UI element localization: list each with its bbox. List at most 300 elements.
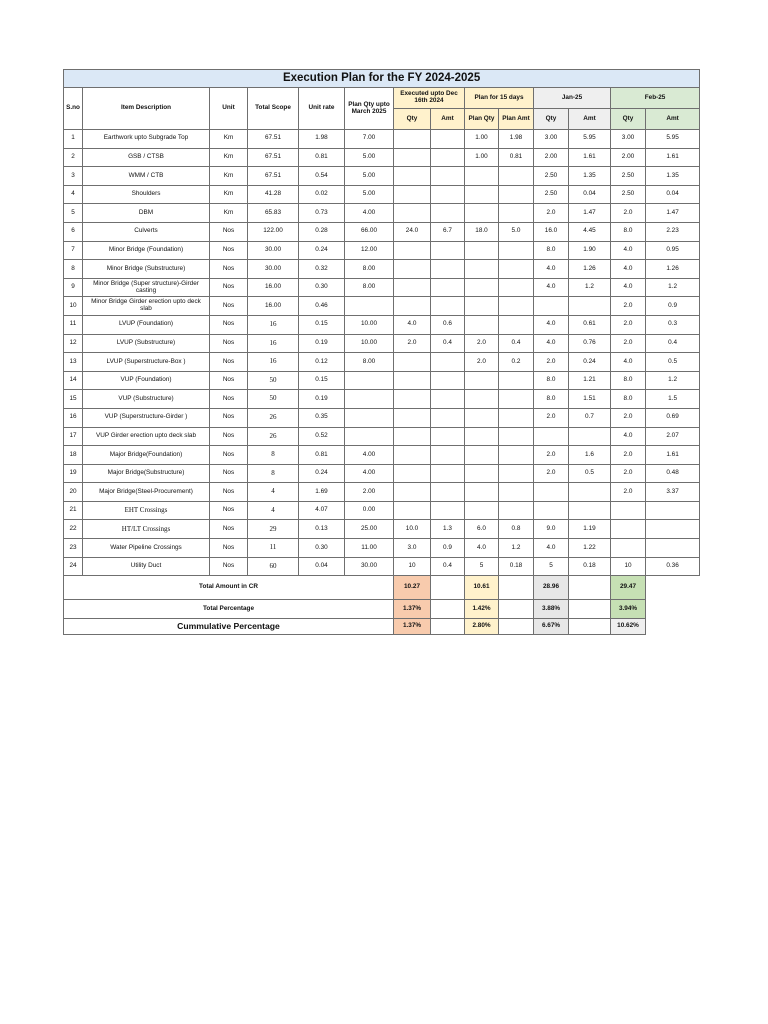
cell-plan-qty-march: 12.00	[345, 241, 394, 260]
cell-executed-qty	[394, 371, 431, 390]
cell-jan-qty: 2.50	[534, 167, 569, 186]
cell-unit-rate: 0.02	[299, 185, 345, 204]
cell-unit: Nos	[210, 520, 248, 539]
cell-sno: 8	[64, 260, 83, 279]
table-row	[64, 204, 700, 223]
cell-item-description: Major Bridge(Foundation)	[83, 446, 210, 465]
cell-plan15-amt	[499, 297, 534, 316]
cell-total-scope: 67.51	[248, 148, 299, 167]
table-row	[64, 520, 700, 539]
cell-plan15-qty	[465, 446, 499, 465]
cell-executed-qty: 3.0	[394, 539, 431, 558]
cell-jan-qty: 2.0	[534, 204, 569, 223]
cell-executed-amt	[431, 204, 465, 223]
cell-executed-qty: 10	[394, 557, 431, 576]
cell-sno: 9	[64, 278, 83, 297]
cell-feb-qty: 2.0	[611, 464, 646, 483]
cell-jan-amt: 0.76	[569, 334, 611, 353]
cell-plan15-qty	[465, 427, 499, 446]
cell-jan-qty: 8.0	[534, 371, 569, 390]
cell-executed-amt	[431, 427, 465, 446]
cell-unit: Nos	[210, 446, 248, 465]
cell-sno: 22	[64, 520, 83, 539]
cell-plan-qty-march: 8.00	[345, 353, 394, 372]
cell-unit: Nos	[210, 241, 248, 260]
cell-unit-rate: 0.15	[299, 371, 345, 390]
cell-item-description: VUP (Superstructure-Girder )	[83, 408, 210, 427]
total-amount-jan: 28.96	[534, 576, 569, 600]
cell-executed-amt: 0.9	[431, 539, 465, 558]
cell-plan15-amt: 1.2	[499, 539, 534, 558]
cell-executed-qty: 24.0	[394, 222, 431, 241]
total-percentage-label: Total Percentage	[64, 600, 394, 619]
cell-feb-amt: 0.3	[646, 315, 700, 334]
cell-unit: Km	[210, 204, 248, 223]
table-body	[64, 130, 700, 576]
cell-plan15-amt	[499, 278, 534, 297]
header-executed: Executed upto Dec 16th 2024	[394, 88, 465, 109]
cell-jan-amt: 1.19	[569, 520, 611, 539]
cell-plan15-amt: 1.98	[499, 130, 534, 149]
cell-unit-rate: 0.12	[299, 353, 345, 372]
cell-feb-amt: 0.95	[646, 241, 700, 260]
cell-jan-amt: 1.22	[569, 539, 611, 558]
cell-jan-qty: 4.0	[534, 334, 569, 353]
cumulative-feb: 10.62%	[611, 619, 646, 635]
cell-feb-qty	[611, 501, 646, 520]
cell-executed-qty	[394, 185, 431, 204]
cell-unit: Nos	[210, 427, 248, 446]
cell-plan15-qty: 1.00	[465, 148, 499, 167]
cell-item-description: Shoulders	[83, 185, 210, 204]
cell-plan15-qty	[465, 315, 499, 334]
cell-feb-amt	[646, 520, 700, 539]
cell-total-scope: 50	[248, 371, 299, 390]
cell-feb-amt: 1.35	[646, 167, 700, 186]
cell-feb-amt: 1.61	[646, 148, 700, 167]
cell-unit: Km	[210, 167, 248, 186]
header-sno: S.no	[64, 88, 83, 130]
cell-plan15-qty	[465, 390, 499, 409]
cell-feb-amt: 1.26	[646, 260, 700, 279]
cell-unit-rate: 0.30	[299, 278, 345, 297]
cell-jan-qty: 3.00	[534, 130, 569, 149]
cell-feb-qty: 3.00	[611, 130, 646, 149]
cell-feb-amt: 1.2	[646, 371, 700, 390]
table-row	[64, 557, 700, 576]
cell-jan-amt: 0.61	[569, 315, 611, 334]
cell-executed-amt	[431, 464, 465, 483]
cell-jan-qty: 2.0	[534, 353, 569, 372]
cell-plan15-qty	[465, 501, 499, 520]
cell-feb-qty: 8.0	[611, 390, 646, 409]
cell-plan15-amt	[499, 464, 534, 483]
table-row	[64, 334, 700, 353]
cell-jan-amt: 1.6	[569, 446, 611, 465]
cell-total-scope: 16	[248, 315, 299, 334]
cell-jan-amt: 1.47	[569, 204, 611, 223]
cell-executed-amt	[431, 260, 465, 279]
table-row	[64, 315, 700, 334]
cell-feb-amt	[646, 539, 700, 558]
table-row	[64, 167, 700, 186]
cell-jan-qty: 4.0	[534, 315, 569, 334]
cell-item-description: Utility Duct	[83, 557, 210, 576]
cell-unit: Nos	[210, 278, 248, 297]
header-item-description: Item Description	[83, 88, 210, 130]
cell-unit-rate: 0.35	[299, 408, 345, 427]
cumulative-percentage-label: Cummulative Percentage	[64, 619, 394, 635]
cell-jan-amt: 0.7	[569, 408, 611, 427]
cell-unit-rate: 0.13	[299, 520, 345, 539]
table-row	[64, 260, 700, 279]
cell-executed-qty	[394, 483, 431, 502]
header-jan-amt: Amt	[569, 109, 611, 130]
cell-jan-amt: 0.18	[569, 557, 611, 576]
cell-feb-amt: 0.36	[646, 557, 700, 576]
table-row	[64, 130, 700, 149]
cell-plan-qty-march: 8.00	[345, 260, 394, 279]
cell-executed-amt	[431, 371, 465, 390]
cell-plan15-amt: 5.0	[499, 222, 534, 241]
cell-jan-qty: 16.0	[534, 222, 569, 241]
cell-executed-amt: 0.4	[431, 334, 465, 353]
header-plan-amt: Plan Amt	[499, 109, 534, 130]
table-summary	[64, 576, 700, 635]
cell-total-scope: 29	[248, 520, 299, 539]
cell-feb-qty: 4.0	[611, 278, 646, 297]
blank-cell	[499, 600, 534, 619]
cell-plan15-qty: 1.00	[465, 130, 499, 149]
cell-jan-amt: 1.2	[569, 278, 611, 297]
cell-unit: Nos	[210, 483, 248, 502]
cell-unit-rate: 0.19	[299, 390, 345, 409]
header-unit: Unit	[210, 88, 248, 130]
cell-jan-amt: 1.26	[569, 260, 611, 279]
table-row	[64, 483, 700, 502]
cell-sno: 23	[64, 539, 83, 558]
cell-unit: Km	[210, 185, 248, 204]
cell-plan-qty-march: 0.00	[345, 501, 394, 520]
cell-jan-amt: 4.45	[569, 222, 611, 241]
total-percentage-plan15: 1.42%	[465, 600, 499, 619]
cell-sno: 11	[64, 315, 83, 334]
cell-executed-qty	[394, 390, 431, 409]
cell-jan-qty: 2.0	[534, 464, 569, 483]
header-plan-15-days: Plan for 15 days	[465, 88, 534, 109]
cell-plan15-qty: 5	[465, 557, 499, 576]
table-row	[64, 427, 700, 446]
cell-jan-amt: 1.35	[569, 167, 611, 186]
cell-sno: 10	[64, 297, 83, 316]
cell-item-description: VUP Girder erection upto deck slab	[83, 427, 210, 446]
cell-plan15-amt: 0.4	[499, 334, 534, 353]
cell-feb-qty: 2.0	[611, 297, 646, 316]
cell-sno: 15	[64, 390, 83, 409]
cell-plan15-amt	[499, 315, 534, 334]
cell-unit-rate: 1.98	[299, 130, 345, 149]
table-row	[64, 371, 700, 390]
cell-unit-rate: 0.46	[299, 297, 345, 316]
cell-jan-amt: 1.61	[569, 148, 611, 167]
cell-unit: Nos	[210, 390, 248, 409]
cell-sno: 2	[64, 148, 83, 167]
cell-executed-qty	[394, 167, 431, 186]
table-row	[64, 278, 700, 297]
cell-plan-qty-march: 4.00	[345, 204, 394, 223]
cell-item-description: GSB / CTSB	[83, 148, 210, 167]
cell-total-scope: 16	[248, 334, 299, 353]
cell-plan-qty-march: 30.00	[345, 557, 394, 576]
blank-cell	[499, 619, 534, 635]
cell-plan15-qty	[465, 260, 499, 279]
cell-executed-qty: 10.0	[394, 520, 431, 539]
cell-item-description: Major Bridge(Steel-Procurement)	[83, 483, 210, 502]
cell-plan-qty-march: 11.00	[345, 539, 394, 558]
cell-executed-qty	[394, 260, 431, 279]
cell-feb-qty: 2.0	[611, 204, 646, 223]
cell-unit-rate: 0.28	[299, 222, 345, 241]
header-executed-qty: Qty	[394, 109, 431, 130]
blank-cell	[569, 619, 611, 635]
table-row	[64, 353, 700, 372]
table-row	[64, 464, 700, 483]
blank-cell	[569, 576, 611, 600]
cell-plan15-amt: 0.81	[499, 148, 534, 167]
cell-jan-amt: 0.04	[569, 185, 611, 204]
cell-sno: 24	[64, 557, 83, 576]
cell-total-scope: 8	[248, 464, 299, 483]
cell-plan15-amt: 0.8	[499, 520, 534, 539]
cell-plan15-amt	[499, 371, 534, 390]
cell-unit-rate: 0.52	[299, 427, 345, 446]
cell-feb-amt: 2.07	[646, 427, 700, 446]
cell-feb-qty: 2.0	[611, 483, 646, 502]
cell-item-description: Earthwork upto Subgrade Top	[83, 130, 210, 149]
cell-item-description: LVUP (Superstructure-Box )	[83, 353, 210, 372]
cell-jan-amt: 5.95	[569, 130, 611, 149]
table-row	[64, 148, 700, 167]
table-row	[64, 539, 700, 558]
cell-feb-qty: 2.50	[611, 167, 646, 186]
cell-sno: 18	[64, 446, 83, 465]
cell-sno: 13	[64, 353, 83, 372]
cell-plan15-amt	[499, 427, 534, 446]
cell-feb-amt: 2.23	[646, 222, 700, 241]
cell-executed-qty	[394, 353, 431, 372]
cell-executed-amt	[431, 390, 465, 409]
cell-unit-rate: 0.24	[299, 464, 345, 483]
cell-feb-amt: 0.69	[646, 408, 700, 427]
cell-sno: 6	[64, 222, 83, 241]
cell-sno: 1	[64, 130, 83, 149]
cell-unit: Nos	[210, 334, 248, 353]
cell-total-scope: 41.28	[248, 185, 299, 204]
cell-unit: Nos	[210, 260, 248, 279]
cell-unit-rate: 0.81	[299, 446, 345, 465]
cell-plan15-amt	[499, 185, 534, 204]
cell-sno: 7	[64, 241, 83, 260]
cell-unit-rate: 0.04	[299, 557, 345, 576]
table-row	[64, 446, 700, 465]
cell-feb-amt: 1.5	[646, 390, 700, 409]
cell-jan-amt	[569, 501, 611, 520]
cell-item-description: VUP (Foundation)	[83, 371, 210, 390]
cell-item-description: WMM / CTB	[83, 167, 210, 186]
cell-plan15-qty	[465, 278, 499, 297]
cell-item-description: Minor Bridge (Foundation)	[83, 241, 210, 260]
blank-cell	[569, 600, 611, 619]
cell-executed-amt	[431, 408, 465, 427]
cell-unit-rate: 0.19	[299, 334, 345, 353]
cell-plan-qty-march: 8.00	[345, 278, 394, 297]
cell-unit-rate: 0.30	[299, 539, 345, 558]
cell-jan-amt	[569, 483, 611, 502]
cell-total-scope: 65.83	[248, 204, 299, 223]
cell-item-description: LVUP (Foundation)	[83, 315, 210, 334]
cell-total-scope: 8	[248, 446, 299, 465]
cell-plan15-qty: 18.0	[465, 222, 499, 241]
cell-jan-amt: 1.90	[569, 241, 611, 260]
cell-jan-qty: 9.0	[534, 520, 569, 539]
cell-unit-rate: 0.24	[299, 241, 345, 260]
blank-cell	[499, 576, 534, 600]
cell-executed-amt: 1.3	[431, 520, 465, 539]
cell-total-scope: 26	[248, 408, 299, 427]
cell-executed-amt: 6.7	[431, 222, 465, 241]
cell-sno: 17	[64, 427, 83, 446]
table-row	[64, 185, 700, 204]
cell-executed-amt	[431, 167, 465, 186]
cell-item-description: VUP (Substructure)	[83, 390, 210, 409]
cell-unit-rate: 1.69	[299, 483, 345, 502]
cell-feb-amt: 5.95	[646, 130, 700, 149]
cell-unit: Nos	[210, 353, 248, 372]
cell-feb-qty: 4.0	[611, 241, 646, 260]
table-row	[64, 408, 700, 427]
cell-plan15-qty	[465, 371, 499, 390]
table-title: Execution Plan for the FY 2024-2025	[64, 70, 700, 88]
cell-item-description: Water Pipeline Crossings	[83, 539, 210, 558]
cell-plan-qty-march: 5.00	[345, 167, 394, 186]
cell-executed-amt	[431, 297, 465, 316]
table-row	[64, 390, 700, 409]
cell-executed-amt	[431, 148, 465, 167]
cell-unit-rate: 4.07	[299, 501, 345, 520]
header-plan-qty: Plan Qty	[465, 109, 499, 130]
cell-plan15-amt	[499, 241, 534, 260]
cell-jan-qty: 8.0	[534, 390, 569, 409]
cell-plan15-qty	[465, 408, 499, 427]
cell-unit-rate: 0.81	[299, 148, 345, 167]
cell-unit: Nos	[210, 539, 248, 558]
cell-item-description: DBM	[83, 204, 210, 223]
cell-unit: Nos	[210, 297, 248, 316]
cell-executed-qty	[394, 204, 431, 223]
cell-plan-qty-march: 5.00	[345, 185, 394, 204]
total-percentage-jan: 3.88%	[534, 600, 569, 619]
header-feb-amt: Amt	[646, 109, 700, 130]
cumulative-plan15: 2.80%	[465, 619, 499, 635]
cell-item-description: Minor Bridge (Super structure)-Girder casting	[83, 278, 210, 297]
cell-jan-qty	[534, 297, 569, 316]
cell-feb-qty: 4.0	[611, 427, 646, 446]
cell-jan-qty: 2.00	[534, 148, 569, 167]
cell-plan15-qty: 4.0	[465, 539, 499, 558]
cell-total-scope: 67.51	[248, 167, 299, 186]
blank-cell	[431, 576, 465, 600]
cell-plan15-qty: 2.0	[465, 353, 499, 372]
cell-executed-qty	[394, 130, 431, 149]
cell-plan-qty-march: 10.00	[345, 334, 394, 353]
cell-plan15-qty: 2.0	[465, 334, 499, 353]
cell-sno: 5	[64, 204, 83, 223]
cell-plan15-amt: 0.18	[499, 557, 534, 576]
cell-unit: Nos	[210, 315, 248, 334]
cell-jan-qty: 8.0	[534, 241, 569, 260]
cell-jan-amt: 0.5	[569, 464, 611, 483]
cell-feb-qty: 2.50	[611, 185, 646, 204]
table-row	[64, 222, 700, 241]
cell-feb-amt: 0.5	[646, 353, 700, 372]
cell-executed-qty	[394, 464, 431, 483]
cell-feb-amt	[646, 501, 700, 520]
header-feb-qty: Qty	[611, 109, 646, 130]
cell-jan-amt: 1.51	[569, 390, 611, 409]
cell-plan15-amt	[499, 390, 534, 409]
cell-unit-rate: 0.15	[299, 315, 345, 334]
cell-item-description: EHT Crossings	[83, 501, 210, 520]
cell-sno: 3	[64, 167, 83, 186]
cell-plan15-amt	[499, 501, 534, 520]
header-total-scope: Total Scope	[248, 88, 299, 130]
header-unit-rate: Unit rate	[299, 88, 345, 130]
cell-unit: Nos	[210, 464, 248, 483]
cell-jan-amt	[569, 297, 611, 316]
execution-plan-table	[63, 69, 700, 635]
cell-feb-qty: 2.0	[611, 446, 646, 465]
cell-total-scope: 26	[248, 427, 299, 446]
cell-plan15-amt: 0.2	[499, 353, 534, 372]
cell-plan15-amt	[499, 408, 534, 427]
cell-jan-amt: 1.21	[569, 371, 611, 390]
cell-total-scope: 4	[248, 483, 299, 502]
cell-jan-qty: 4.0	[534, 260, 569, 279]
cell-executed-amt	[431, 353, 465, 372]
cell-feb-qty: 2.0	[611, 408, 646, 427]
cell-plan15-qty	[465, 483, 499, 502]
cumulative-jan: 6.67%	[534, 619, 569, 635]
cell-unit-rate: 0.73	[299, 204, 345, 223]
cell-executed-qty	[394, 501, 431, 520]
cell-feb-amt: 0.4	[646, 334, 700, 353]
blank-cell	[431, 619, 465, 635]
header-jan: Jan-25	[534, 88, 611, 109]
cell-jan-qty: 2.50	[534, 185, 569, 204]
cell-plan-qty-march: 2.00	[345, 483, 394, 502]
cell-executed-qty	[394, 427, 431, 446]
cell-executed-qty	[394, 297, 431, 316]
cell-total-scope: 16.00	[248, 278, 299, 297]
cell-plan-qty-march	[345, 297, 394, 316]
cell-feb-qty: 8.0	[611, 222, 646, 241]
cell-plan-qty-march: 5.00	[345, 148, 394, 167]
total-percentage-executed: 1.37%	[394, 600, 431, 619]
cell-feb-qty: 2.00	[611, 148, 646, 167]
cell-sno: 12	[64, 334, 83, 353]
cell-total-scope: 4	[248, 501, 299, 520]
header-executed-amt: Amt	[431, 109, 465, 130]
